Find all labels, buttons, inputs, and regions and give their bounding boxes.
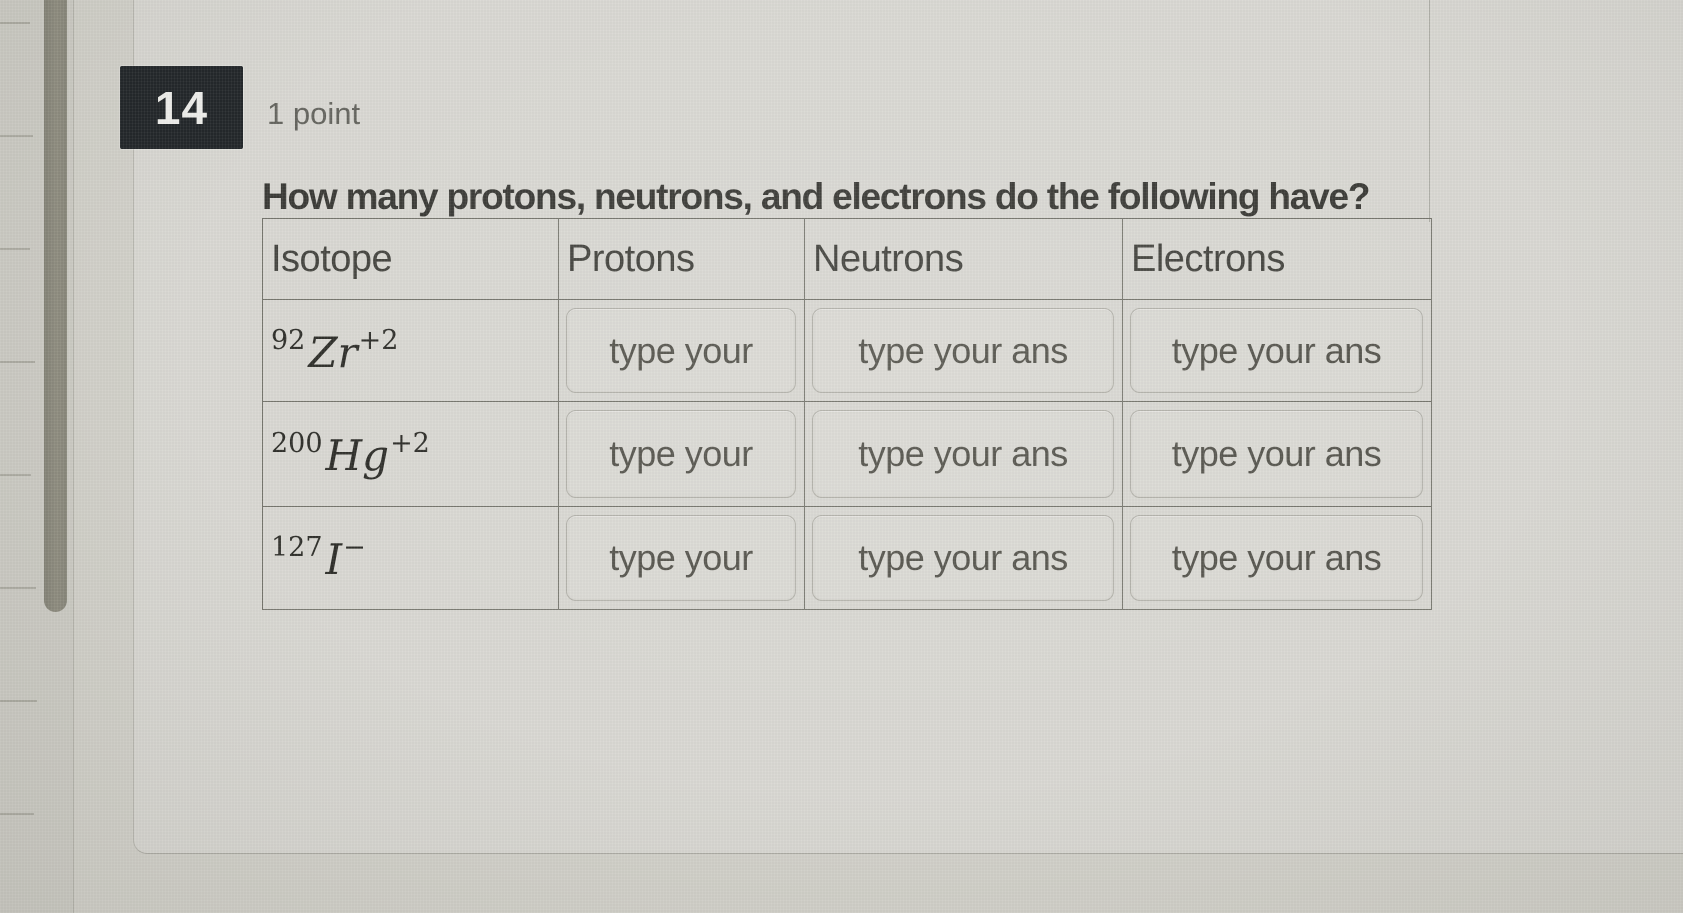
header-isotope bbox=[263, 219, 558, 299]
notebook-tick bbox=[0, 248, 30, 250]
isotope-hg bbox=[263, 401, 558, 506]
content-column-edge bbox=[1429, 0, 1430, 222]
header-isotope-label: Isotope bbox=[271, 237, 393, 280]
points-label: 1 point bbox=[267, 96, 361, 131]
mass-number: 92 bbox=[271, 324, 306, 356]
notebook-tick bbox=[0, 587, 36, 589]
header-protons bbox=[558, 219, 804, 299]
hg-electrons-input[interactable] bbox=[1130, 410, 1423, 498]
notebook-tick bbox=[0, 813, 34, 815]
question-number: 14 bbox=[154, 81, 209, 134]
i-electrons-input[interactable] bbox=[1130, 515, 1423, 601]
notebook-tick bbox=[0, 22, 30, 24]
mass-number: 200 bbox=[271, 428, 323, 459]
charge: +2 bbox=[358, 324, 399, 356]
header-protons-label: Protons bbox=[567, 237, 695, 280]
cell-i-electrons bbox=[1122, 506, 1431, 609]
isotope-zr bbox=[263, 299, 558, 401]
cell-zr-protons bbox=[558, 299, 804, 401]
notebook-tick bbox=[0, 700, 37, 702]
header-neutrons-label: Neutrons bbox=[813, 237, 964, 280]
zr-electrons-input[interactable] bbox=[1130, 308, 1423, 393]
notebook-tick bbox=[0, 474, 31, 476]
hg-neutrons-input[interactable] bbox=[812, 410, 1114, 498]
cell-hg-electrons bbox=[1122, 401, 1431, 506]
isotope-formula bbox=[271, 325, 398, 377]
header-neutrons bbox=[804, 219, 1122, 299]
zr-neutrons-input[interactable] bbox=[812, 308, 1114, 393]
question-number-badge bbox=[120, 66, 243, 149]
element-symbol: I bbox=[325, 535, 343, 584]
charge: +2 bbox=[390, 428, 430, 459]
header-electrons-label: Electrons bbox=[1131, 237, 1285, 280]
isotope-formula bbox=[271, 532, 366, 584]
isotope-formula bbox=[271, 428, 430, 480]
page-edge-line bbox=[73, 0, 74, 913]
scrollbar-thumb[interactable] bbox=[44, 0, 67, 612]
notebook-tick bbox=[0, 135, 33, 137]
notebook-tick bbox=[0, 361, 35, 363]
element-symbol: Zr bbox=[308, 327, 358, 377]
mass-number: 127 bbox=[271, 532, 323, 563]
question-prompt: How many protons, neutrons, and electrons do the following have? bbox=[262, 176, 1370, 217]
header-electrons bbox=[1122, 219, 1431, 299]
charge: − bbox=[343, 532, 366, 563]
cell-hg-neutrons bbox=[804, 401, 1122, 506]
element-symbol: Hg bbox=[325, 431, 390, 480]
isotope-table bbox=[262, 218, 1432, 610]
i-neutrons-input[interactable] bbox=[812, 515, 1114, 601]
i-protons-input[interactable] bbox=[566, 515, 796, 601]
zr-protons-input[interactable] bbox=[566, 308, 796, 393]
hg-protons-input[interactable] bbox=[566, 410, 796, 498]
cell-zr-neutrons bbox=[804, 299, 1122, 401]
cell-zr-electrons bbox=[1122, 299, 1431, 401]
cell-i-protons bbox=[558, 506, 804, 609]
cell-i-neutrons bbox=[804, 506, 1122, 609]
cell-hg-protons bbox=[558, 401, 804, 506]
isotope-i bbox=[263, 506, 558, 609]
